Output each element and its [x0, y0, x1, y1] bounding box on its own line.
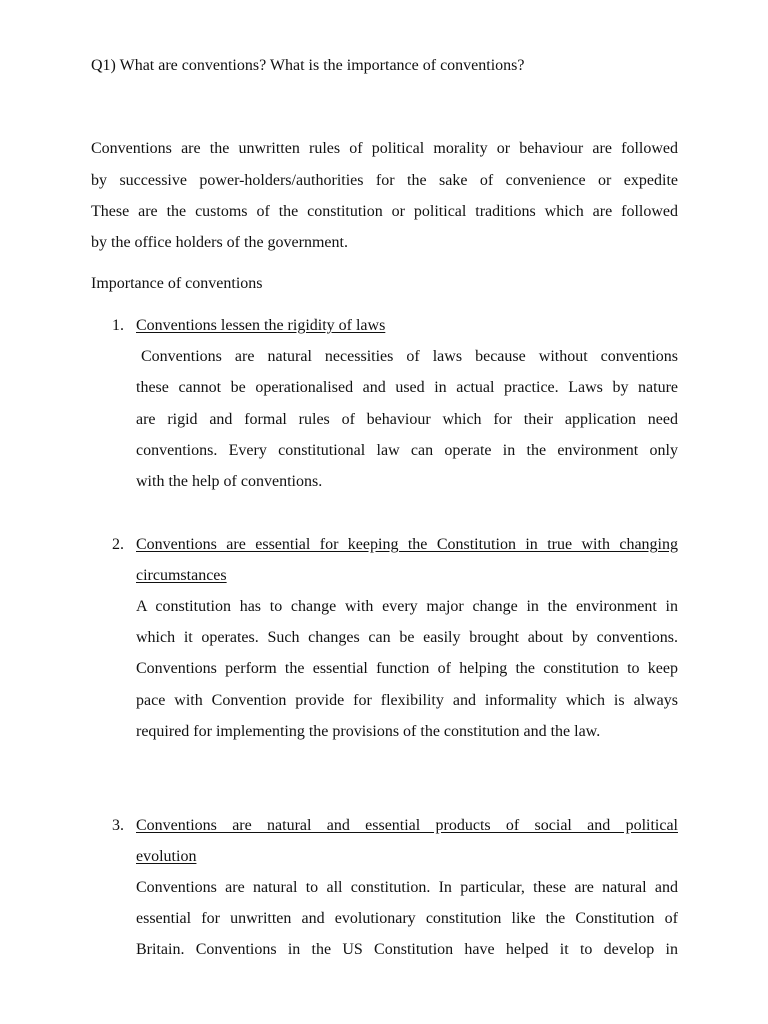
question-heading: Q1) What are conventions? What is the importance of conventions?: [91, 57, 525, 74]
list-item-body-line: pace with Convention provide for flexibility and informality which is always: [136, 692, 678, 709]
intro-line: These are the customs of the constitution or political traditions which are followed: [91, 203, 678, 220]
intro-line: Conventions are the unwritten rules of political morality or behaviour are followed: [91, 140, 678, 157]
list-item-title: Conventions lessen the rigidity of laws: [136, 317, 386, 334]
list-item-body-line: these cannot be operationalised and used in actual practice. Laws by nature: [136, 379, 678, 396]
list-item-body-line: which it operates. Such changes can be easily brought about by conventions.: [136, 629, 678, 646]
list-item-body-line: Conventions perform the essential function of helping the constitution to keep: [136, 660, 678, 677]
list-item-body-line: essential for unwritten and evolutionary constitution like the Constitution of: [136, 910, 678, 927]
list-item-title: Conventions are essential for keeping the Constitution in true with changing: [136, 536, 678, 553]
list-item-body-line: Conventions are natural necessities of laws because without conventions: [141, 348, 678, 365]
list-item-body-line: Britain. Conventions in the US Constitution have helped it to develop in: [136, 941, 678, 958]
list-item-title: evolution: [136, 848, 197, 865]
list-item-body-line: with the help of conventions.: [136, 473, 323, 490]
importance-heading: Importance of conventions: [91, 275, 263, 292]
list-item-number: 2.: [112, 536, 124, 553]
intro-line: by the office holders of the government.: [91, 234, 348, 251]
list-item-body-line: Conventions are natural to all constitution. In particular, these are natural and: [136, 879, 678, 896]
list-item-title: Conventions are natural and essential products of social and political: [136, 817, 678, 834]
intro-line: by successive power-holders/authorities for the sake of convenience or expedite: [91, 172, 678, 189]
list-item-title: circumstances: [136, 567, 227, 584]
list-item-body-line: conventions. Every constitutional law can operate in the environment only: [136, 442, 678, 459]
list-item-body-line: are rigid and formal rules of behaviour which for their application need: [136, 411, 678, 428]
list-item-body-line: A constitution has to change with every major change in the environment in: [136, 598, 678, 615]
list-item-number: 3.: [112, 817, 124, 834]
list-item-body-line: required for implementing the provisions of the constitution and the law.: [136, 723, 601, 740]
list-item-number: 1.: [112, 317, 124, 334]
